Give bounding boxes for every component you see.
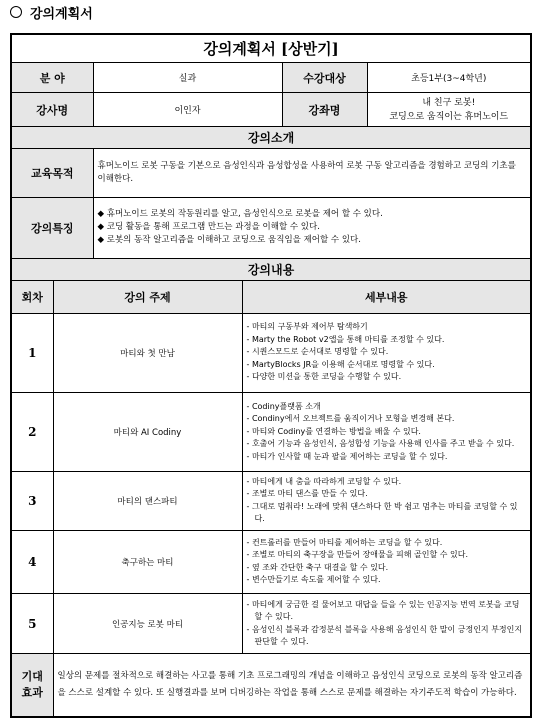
document-title: 강의계획서 [상반기] — [11, 34, 531, 62]
session-details — [242, 313, 531, 392]
detail-item: - 다양한 미션을 통한 코딩을 수행할 수 있다. — [247, 371, 527, 384]
detail-item: - 그대로 멈춰라! 노래에 맞춰 댄스하다 한 박 쉼고 멈추는 마티를 코딩할 수 있다. — [247, 501, 527, 526]
detail-item: - 조별로 마티의 축구장을 만들어 장애물을 피해 골인할 수 있다. — [247, 549, 527, 562]
detail-item: - 마티에게 궁금한 걸 물어보고 대답을 들을 수 있는 인공지능 번역 로봇을 코딩할 수 있다. — [247, 599, 527, 624]
target-value: 초등1부(3~4학년) — [367, 62, 531, 92]
session-subject: 마티와 AI Codiny — [53, 392, 242, 471]
feature-item: ◆ 휴머노이드 로봇의 작동원리를 알고, 음성인식으로 로봇을 제어 할 수 있다. — [97, 209, 383, 220]
session-column-header: 회차 — [11, 281, 53, 313]
detail-item: - 컨트롤러를 만들어 마티를 제어하는 코딩을 할 수 있다. — [247, 537, 527, 550]
session-number: 1 — [11, 313, 53, 392]
detail-item: - Codiny플랫폼 소개 — [247, 401, 527, 414]
features-row — [11, 197, 531, 258]
intro-section-row — [11, 126, 531, 148]
detail-item: - MartyBlocks JR을 이용해 순서대로 명령할 수 있다. — [247, 359, 527, 372]
features-list — [93, 197, 531, 258]
detail-item: - 마티에게 내 춤을 따라하게 코딩할 수 있다. — [247, 476, 527, 489]
content-section-row — [11, 258, 531, 280]
detail-item: - 마티가 인사할 때 눈과 팔을 제어하는 코딩을 할 수 있다. — [247, 451, 527, 464]
session-number: 5 — [11, 593, 53, 654]
info-row-1 — [11, 62, 531, 92]
session-number: 3 — [11, 471, 53, 530]
subject-column-header: 강의 주제 — [53, 281, 242, 313]
outcome-label-line2: 효과 — [21, 686, 43, 700]
content-section-title: 강의내용 — [11, 258, 531, 280]
intro-section-title: 강의소개 — [11, 126, 531, 148]
session-subject: 마티의 댄스파티 — [53, 471, 242, 530]
circle-bullet-icon — [10, 6, 22, 18]
info-row-2 — [11, 93, 531, 126]
detail-item: - Marty the Robot v2앱을 통해 마티를 조정할 수 있다. — [247, 334, 527, 347]
feature-item: ◆ 코딩 활동을 통해 프로그램 만드는 과정을 이해할 수 있다. — [97, 222, 320, 233]
detail-item: - 시퀀스모드로 순서대로 명령할 수 있다. — [247, 346, 527, 359]
outcome-text: 일상의 문제를 절차적으로 해결하는 사고를 통해 기초 프로그래밍의 개념을 이해하고 음성인식 코딩으로 로봇의 동작 알고리즘을 스스로 설계할 수 있다. 또 실행결과를 보며 디버깅하는 작업을 통해 스스로 문제를 해결하는 자기주도적 학습이 가능하다. — [53, 654, 531, 717]
session-subject: 인공지능 로봇 마티 — [53, 593, 242, 654]
session-details — [242, 392, 531, 471]
document-heading — [10, 2, 93, 22]
detail-item: - 변수만들기로 속도를 제어할 수 있다. — [247, 574, 527, 587]
table-row — [11, 530, 531, 593]
outcome-label-line1: 기대 — [21, 670, 43, 684]
heading-text: 강의계획서 — [30, 6, 93, 22]
table-row — [11, 392, 531, 471]
feature-item: ◆ 로봇의 동작 알고리즘을 이해하고 코딩으로 움직임을 제어할 수 있다. — [97, 235, 361, 246]
course-label: 강좌명 — [282, 93, 367, 126]
detail-item: - Condiny에서 오브젝트를 움직이거나 모형을 변경해 본다. — [247, 413, 527, 426]
course-value — [367, 93, 531, 126]
session-number: 4 — [11, 530, 53, 593]
detail-item: - 옆 조와 간단한 축구 대결을 할 수 있다. — [247, 562, 527, 575]
session-details — [242, 530, 531, 593]
session-subject: 축구하는 마티 — [53, 530, 242, 593]
features-label: 강의특징 — [11, 197, 93, 258]
session-subject: 마티와 첫 만남 — [53, 313, 242, 392]
session-details — [242, 593, 531, 654]
goal-text: 휴머노이드 로봇 구동을 기본으로 음성인식과 음성합성을 사용하여 로봇 구동 알고리즘을 경험하고 코딩의 기초를 이해한다. — [93, 149, 531, 198]
session-details — [242, 471, 531, 530]
instructor-value: 이인자 — [93, 93, 282, 126]
session-number: 2 — [11, 392, 53, 471]
detail-item: - 호출어 기능과 음성인식, 음성합성 기능을 사용해 인사를 주고 받을 수 있다. — [247, 438, 527, 451]
detail-column-header: 세부내용 — [242, 281, 531, 313]
instructor-label: 강사명 — [11, 93, 93, 126]
table-row — [11, 313, 531, 392]
detail-item: - 마티와 Codiny를 연결하는 방법을 배울 수 있다. — [247, 426, 527, 439]
outcome-label — [11, 654, 53, 717]
field-label: 분 야 — [11, 62, 93, 92]
course-value-line1: 내 친구 로봇! — [422, 97, 476, 108]
course-value-line2: 코딩으로 움직이는 휴머노이드 — [389, 111, 509, 122]
detail-item: - 조별로 마티 댄스를 만들 수 있다. — [247, 488, 527, 501]
goal-label: 교육목적 — [11, 149, 93, 198]
outcome-row — [11, 654, 531, 717]
target-label: 수강대상 — [282, 62, 367, 92]
goal-row — [11, 149, 531, 198]
table-row — [11, 593, 531, 654]
field-value: 실과 — [93, 62, 282, 92]
syllabus-table — [10, 33, 532, 718]
table-row — [11, 471, 531, 530]
title-row — [11, 34, 531, 62]
content-header-row — [11, 281, 531, 313]
detail-item: - 마티의 구동부와 제어부 탐색하기 — [247, 321, 527, 334]
detail-item: - 음성인식 블록과 감정분석 블록을 사용해 음성인식 한 말이 긍정인지 부정인지 판단할 수 있다. — [247, 624, 527, 649]
